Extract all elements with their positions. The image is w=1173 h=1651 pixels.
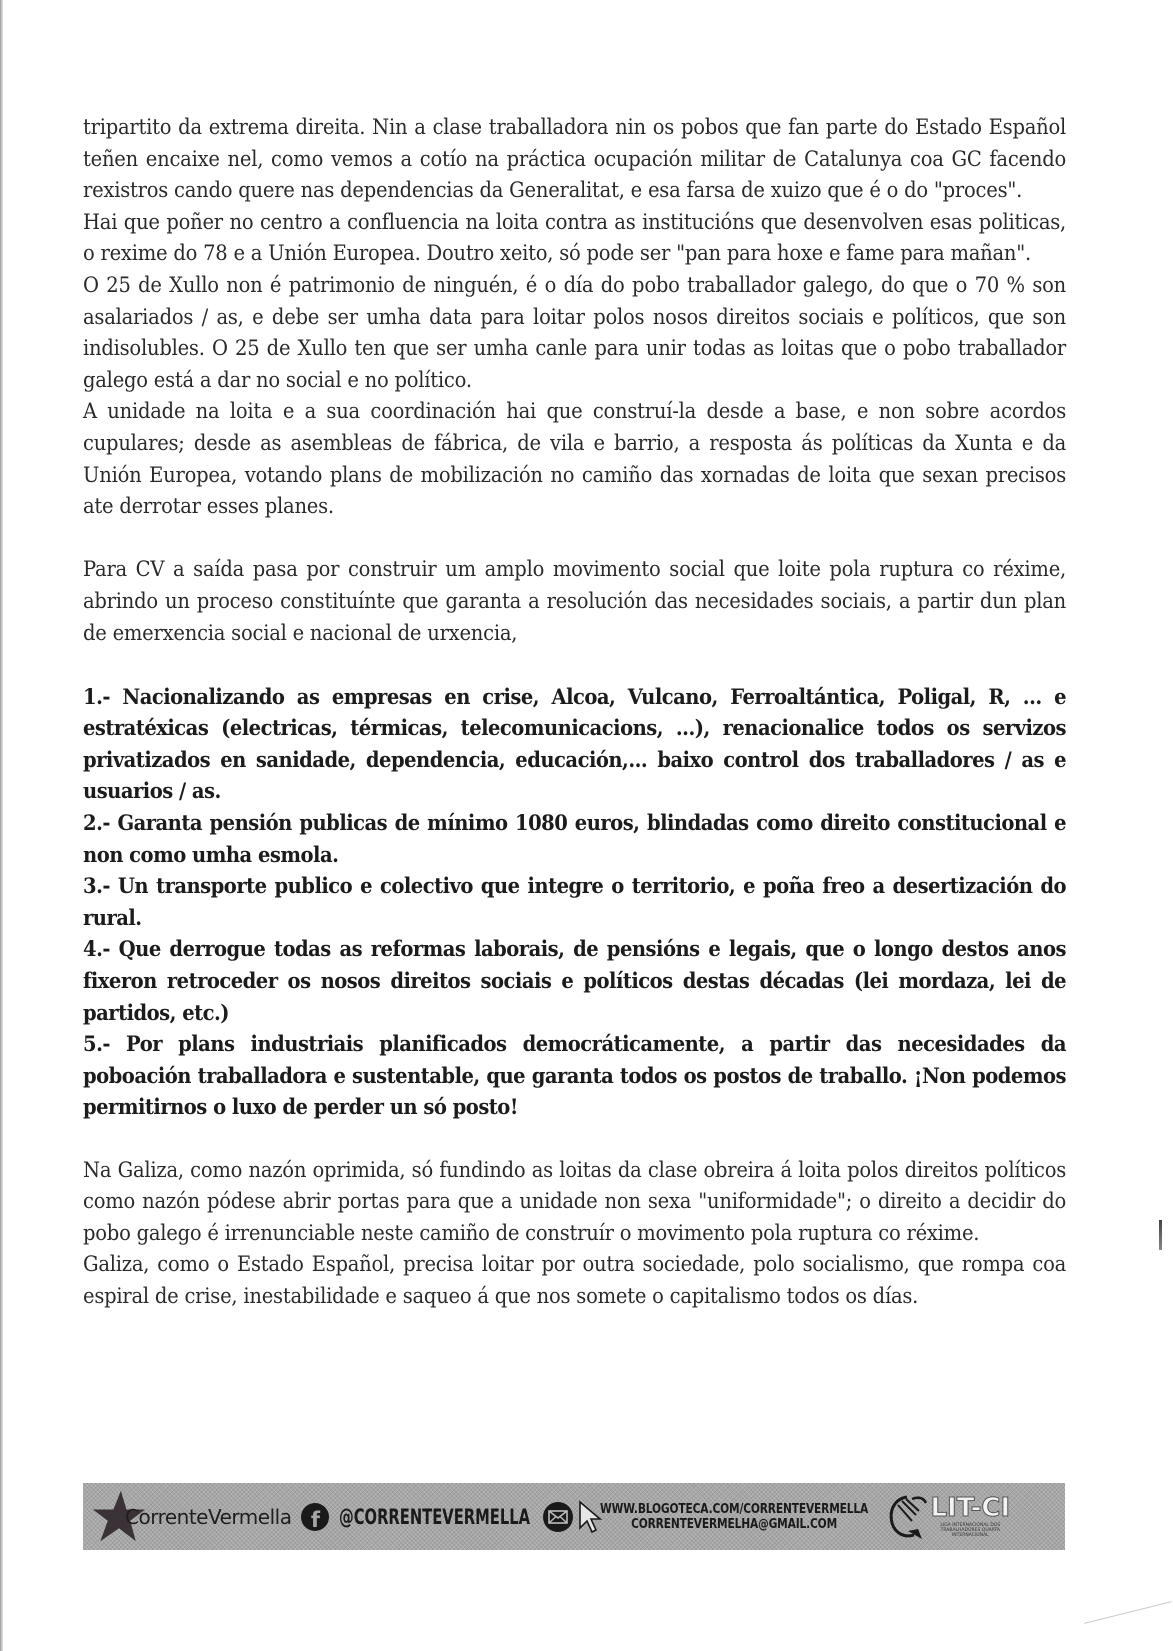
- lit-ci-logo: [886, 1491, 1010, 1543]
- contact-info: [600, 1501, 869, 1532]
- facebook-handle[interactable]: @CORRENTEVERMELLA: [339, 1504, 531, 1529]
- mail-icon[interactable]: [543, 1502, 573, 1532]
- paragraph: A unidade na loita e a sua coordinación hai que construí-la desde a base, e non sobre acordos cupulares; desde as asembleas de fábrica, de vila e barrio, a resposta ás políticas da Xunta e da Unión Europea, votando plans de mobilización no camiño das xornadas de loita que sexan precisos ate derrotar esses planes.: [83, 399, 1067, 519]
- paragraph: O 25 de Xullo non é patrimonio de ninguén, é o día do pobo traballador galego, do que o 70 % son asalariados / as, e debe ser umha data para loitar polos nosos direitos sociais e políticos, que son indisolubles. O 25 de Xullo ten que ser umha canle para unir todas as loitas que o pobo traballador galego está a dar no social e no político.: [83, 272, 1067, 392]
- page-edge-shadow: [0, 0, 3, 1651]
- demand-item: 4.- Que derrogue todas as reformas laborais, de pensións e legais, que o longo destos anos fixeron retroceder os nosos direitos sociais e políticos destas décadas (lei mordaza, lei de partidos, etc.): [83, 936, 1067, 1025]
- paragraph: Hai que poñer no centro a confluencia na loita contra as institucións que desenvolven esas politicas, o rexime do 78 e a Unión Europea. Doutro xeito, só pode ser "pan para hoxe e fame para mañan".: [83, 209, 1067, 266]
- paragraph: Na Galiza, como nazón oprimida, só fundindo as loitas da clase obreira á loita polos direitos políticos como nazón pódese abrir portas para que a unidade non sexa "uniformidade"; o direito a decidir do pobo galego é irrenunciable neste camiño de construír o movimento pola ruptura co réxime.: [83, 1157, 1067, 1245]
- website-link[interactable]: WWW.BLOGOTECA.COM/CORRENTEVERMELLA: [600, 1501, 869, 1517]
- scan-artifact: [1159, 1220, 1162, 1250]
- paragraph: Galiza, como o Estado Español, precisa loitar por outra sociedade, polo socialismo, que rompa coa espiral de crise, inestabilidade e saqueo á que nos somete o capitalismo todos os días.: [83, 1252, 1067, 1308]
- globe-icon: [886, 1491, 928, 1543]
- intro-paragraph: Para CV a saída pasa por construir um amplo movimento social que loite pola ruptura co réxime, abrindo un proceso constituínte que garanta a resolución das necesidades sociais, a partir dun plan de emerxencia social e nacional de urxencia,: [83, 557, 1067, 645]
- fold-mark: [1084, 1601, 1172, 1624]
- demand-item: 2.- Garanta pensión publicas de mínimo 1080 euros, blindadas como direito constitucional e non como umha esmola.: [83, 810, 1067, 867]
- lit-ci-text: LIT-CI: [930, 1493, 1011, 1523]
- footer-banner: [83, 1483, 1065, 1550]
- email-link[interactable]: CORRENTEVERMELHA@GMAIL.COM: [631, 1516, 838, 1532]
- document-body: [83, 112, 1066, 1313]
- paragraph: tripartito da extrema direita. Nin a clase traballadora nin os pobos que fan parte do Estado Español teñen encaixe nel, como vemos a cotío na práctica ocupación militar de Catalunya coa GC facendo rexistros cando quere nas dependencias da Generalitat, e esa farsa de xuizo que é o do "proces".: [83, 115, 1067, 203]
- brand-name: CorrenteVermella: [125, 1504, 292, 1529]
- spacer: [83, 1123, 1066, 1155]
- demand-item: 5.- Por plans industriais planificados democráticamente, a partir das necesidades da poboación traballadora e sustentable, que garanta todos os postos de traballo. ¡Non podemos permitirnos o luxo de perder un só posto!: [83, 1031, 1067, 1120]
- facebook-icon[interactable]: [301, 1503, 329, 1531]
- brand-logo: [91, 1483, 291, 1550]
- spacer: [83, 649, 1066, 681]
- demand-item: 1.- Nacionalizando as empresas en crise, Alcoa, Vulcano, Ferroaltántica, Poligal, R, ... e estratéxicas (electricas, térmicas, telecomunicacions, ...), renacionalice todos os servizos privatizados en sanidade, dependencia, educación,... baixo control dos traballadores / as e usuarios / as.: [83, 683, 1067, 804]
- lit-ci-subtitle: LIGA INTERNACIONAL DOS TRABALHADORES QUARTA INTERNACIONAL: [940, 1523, 1001, 1538]
- demands-list: [83, 681, 1066, 1123]
- demand-item: 3.- Un transporte publico e colectivo que integre o territorio, e poña freo a desertización do rural.: [83, 873, 1067, 930]
- spacer: [83, 523, 1066, 555]
- facebook-glyph: f: [310, 1507, 321, 1531]
